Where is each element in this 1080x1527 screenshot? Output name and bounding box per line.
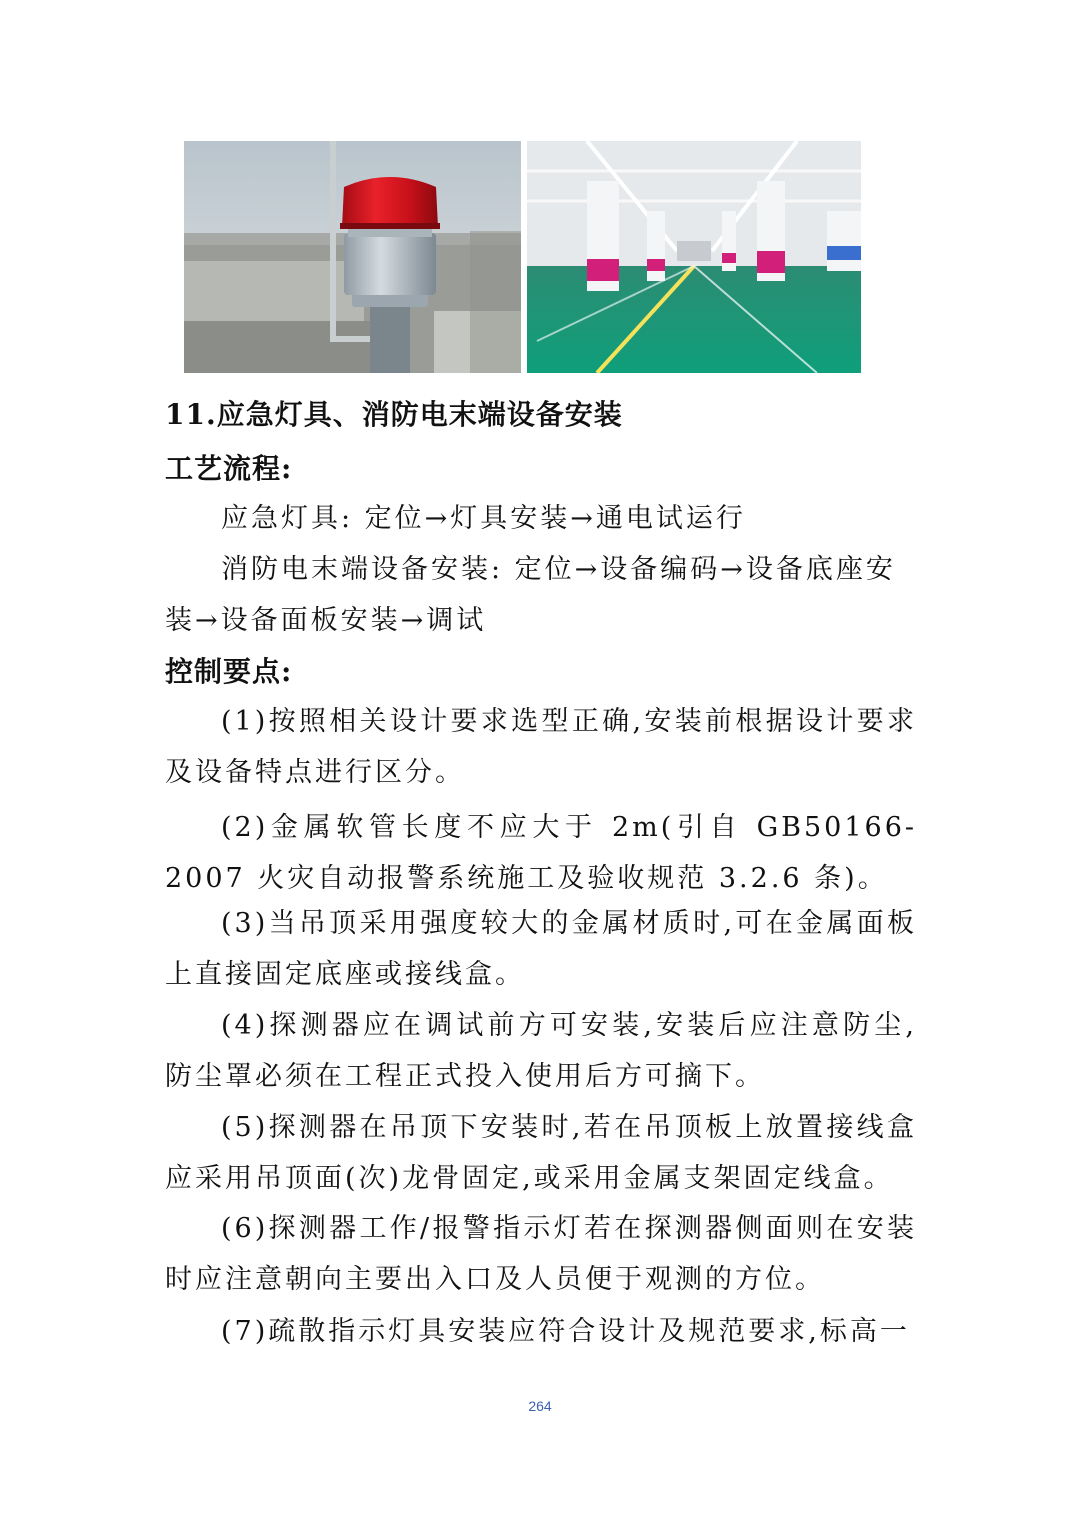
control-heading: 控制要点: — [165, 655, 293, 688]
control-point-2: (2)金属软管长度不应大于 2m(引自 GB50166-2007 火灾自动报警系统施工及验收规范 3.2.6 条)。 — [165, 812, 917, 894]
control-point-6: (6)探测器工作/报警指示灯若在探测器侧面则在安装时应注意朝向主要出入口及人员便于观测的方位。 — [165, 1213, 917, 1295]
photo-row — [184, 141, 861, 373]
section-title: 11.应急灯具、消防电末端设备安装 — [165, 398, 623, 431]
process-terminal-device: 消防电末端设备安装: 定位→设备编码→设备底座安装→设备面板安装→调试 — [165, 554, 896, 636]
control-point-4: (4)探测器应在调试前方可安装,安装后应注意防尘,防尘罩必须在工程正式投入使用后方可摘下。 — [165, 1010, 917, 1092]
control-point-7: (7)疏散指示灯具安装应符合设计及规范要求,标高一 — [221, 1316, 910, 1347]
control-point-1: (1)按照相关设计要求选型正确,安装前根据设计要求及设备特点进行区分。 — [165, 706, 917, 788]
aviation-obstruction-light-photo — [184, 141, 521, 373]
control-point-5: (5)探测器在吊顶下安装时,若在吊顶板上放置接线盒应采用吊顶面(次)龙骨固定,或采用金属支架固定线盒。 — [165, 1112, 917, 1194]
control-point-3: (3)当吊顶采用强度较大的金属材质时,可在金属面板上直接固定底座或接线盒。 — [165, 908, 917, 990]
process-emergency-light: 应急灯具: 定位→灯具安装→通电试运行 — [221, 503, 746, 534]
page-number: 264 — [528, 1398, 552, 1414]
underground-garage-photo — [527, 141, 861, 373]
process-heading: 工艺流程: — [165, 452, 293, 485]
